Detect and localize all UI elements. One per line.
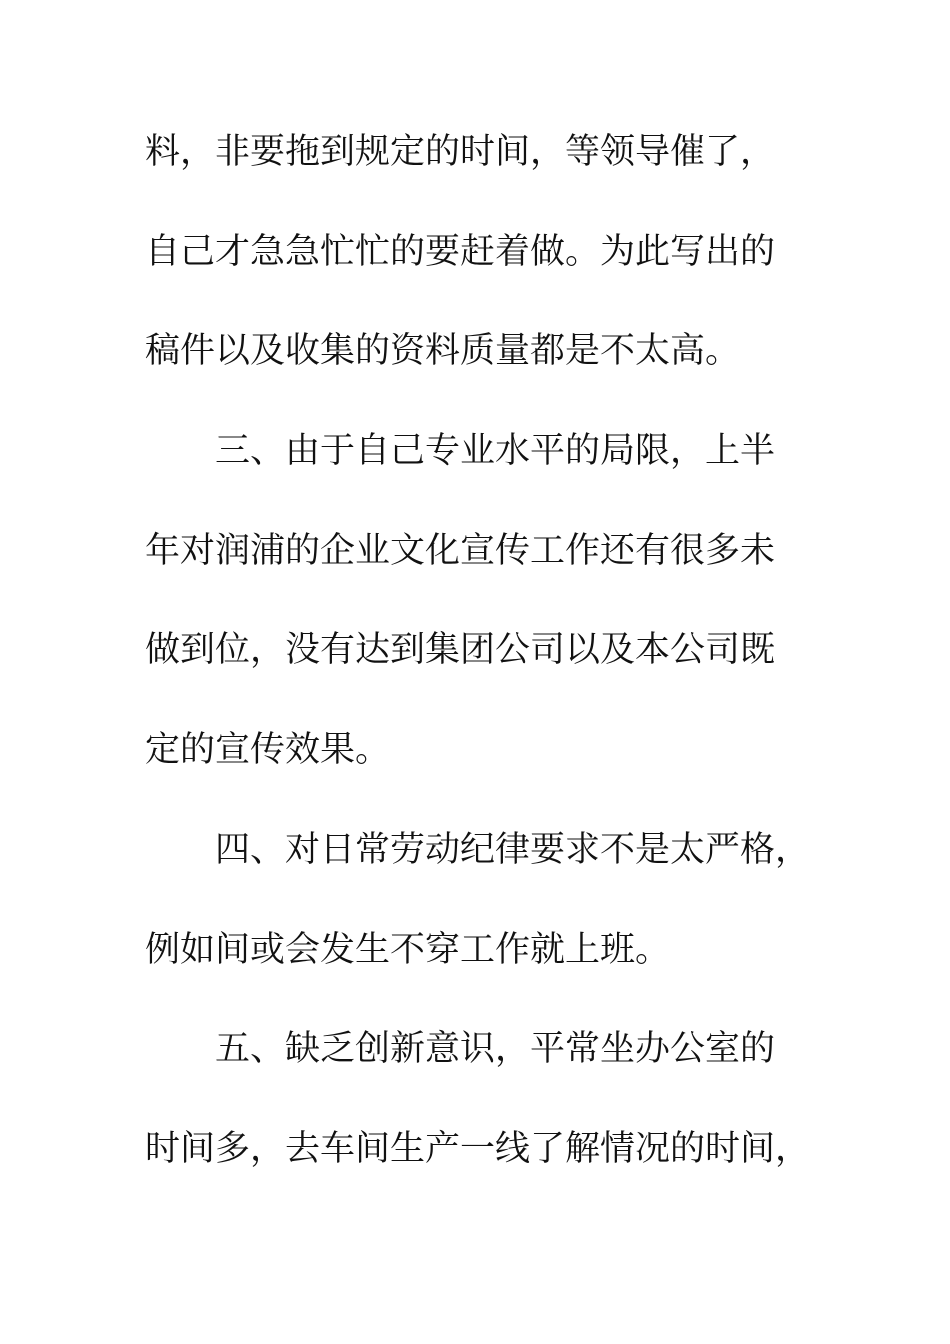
- paragraph-four-start: 四、对日常劳动纪律要求不是太严格，: [215, 829, 811, 870]
- text-line: 例如间或会发生不穿工作就上班。: [145, 929, 671, 970]
- text-line: 料，非要拖到规定的时间，等领导催了，: [145, 132, 776, 172]
- paragraph-five-start: 五、缺乏创新意识，平常坐办公室的: [215, 1029, 776, 1070]
- text-line: 年对润浦的企业文化宣传工作还有很多未: [145, 530, 776, 571]
- text-line: 时间多，去车间生产一线了解情况的时间，: [145, 1128, 811, 1169]
- paragraph-three-start: 三、由于自己专业水平的局限，上半: [215, 431, 776, 472]
- text-line: 做到位，没有达到集团公司以及本公司既: [145, 630, 776, 671]
- text-line: 自己才急急忙忙的要赶着做。为此写出的: [145, 231, 776, 272]
- text-line: 定的宣传效果。: [145, 730, 391, 771]
- text-line: 稿件以及收集的资料质量都是不太高。: [145, 331, 741, 372]
- body-text: [145, 127, 811, 1224]
